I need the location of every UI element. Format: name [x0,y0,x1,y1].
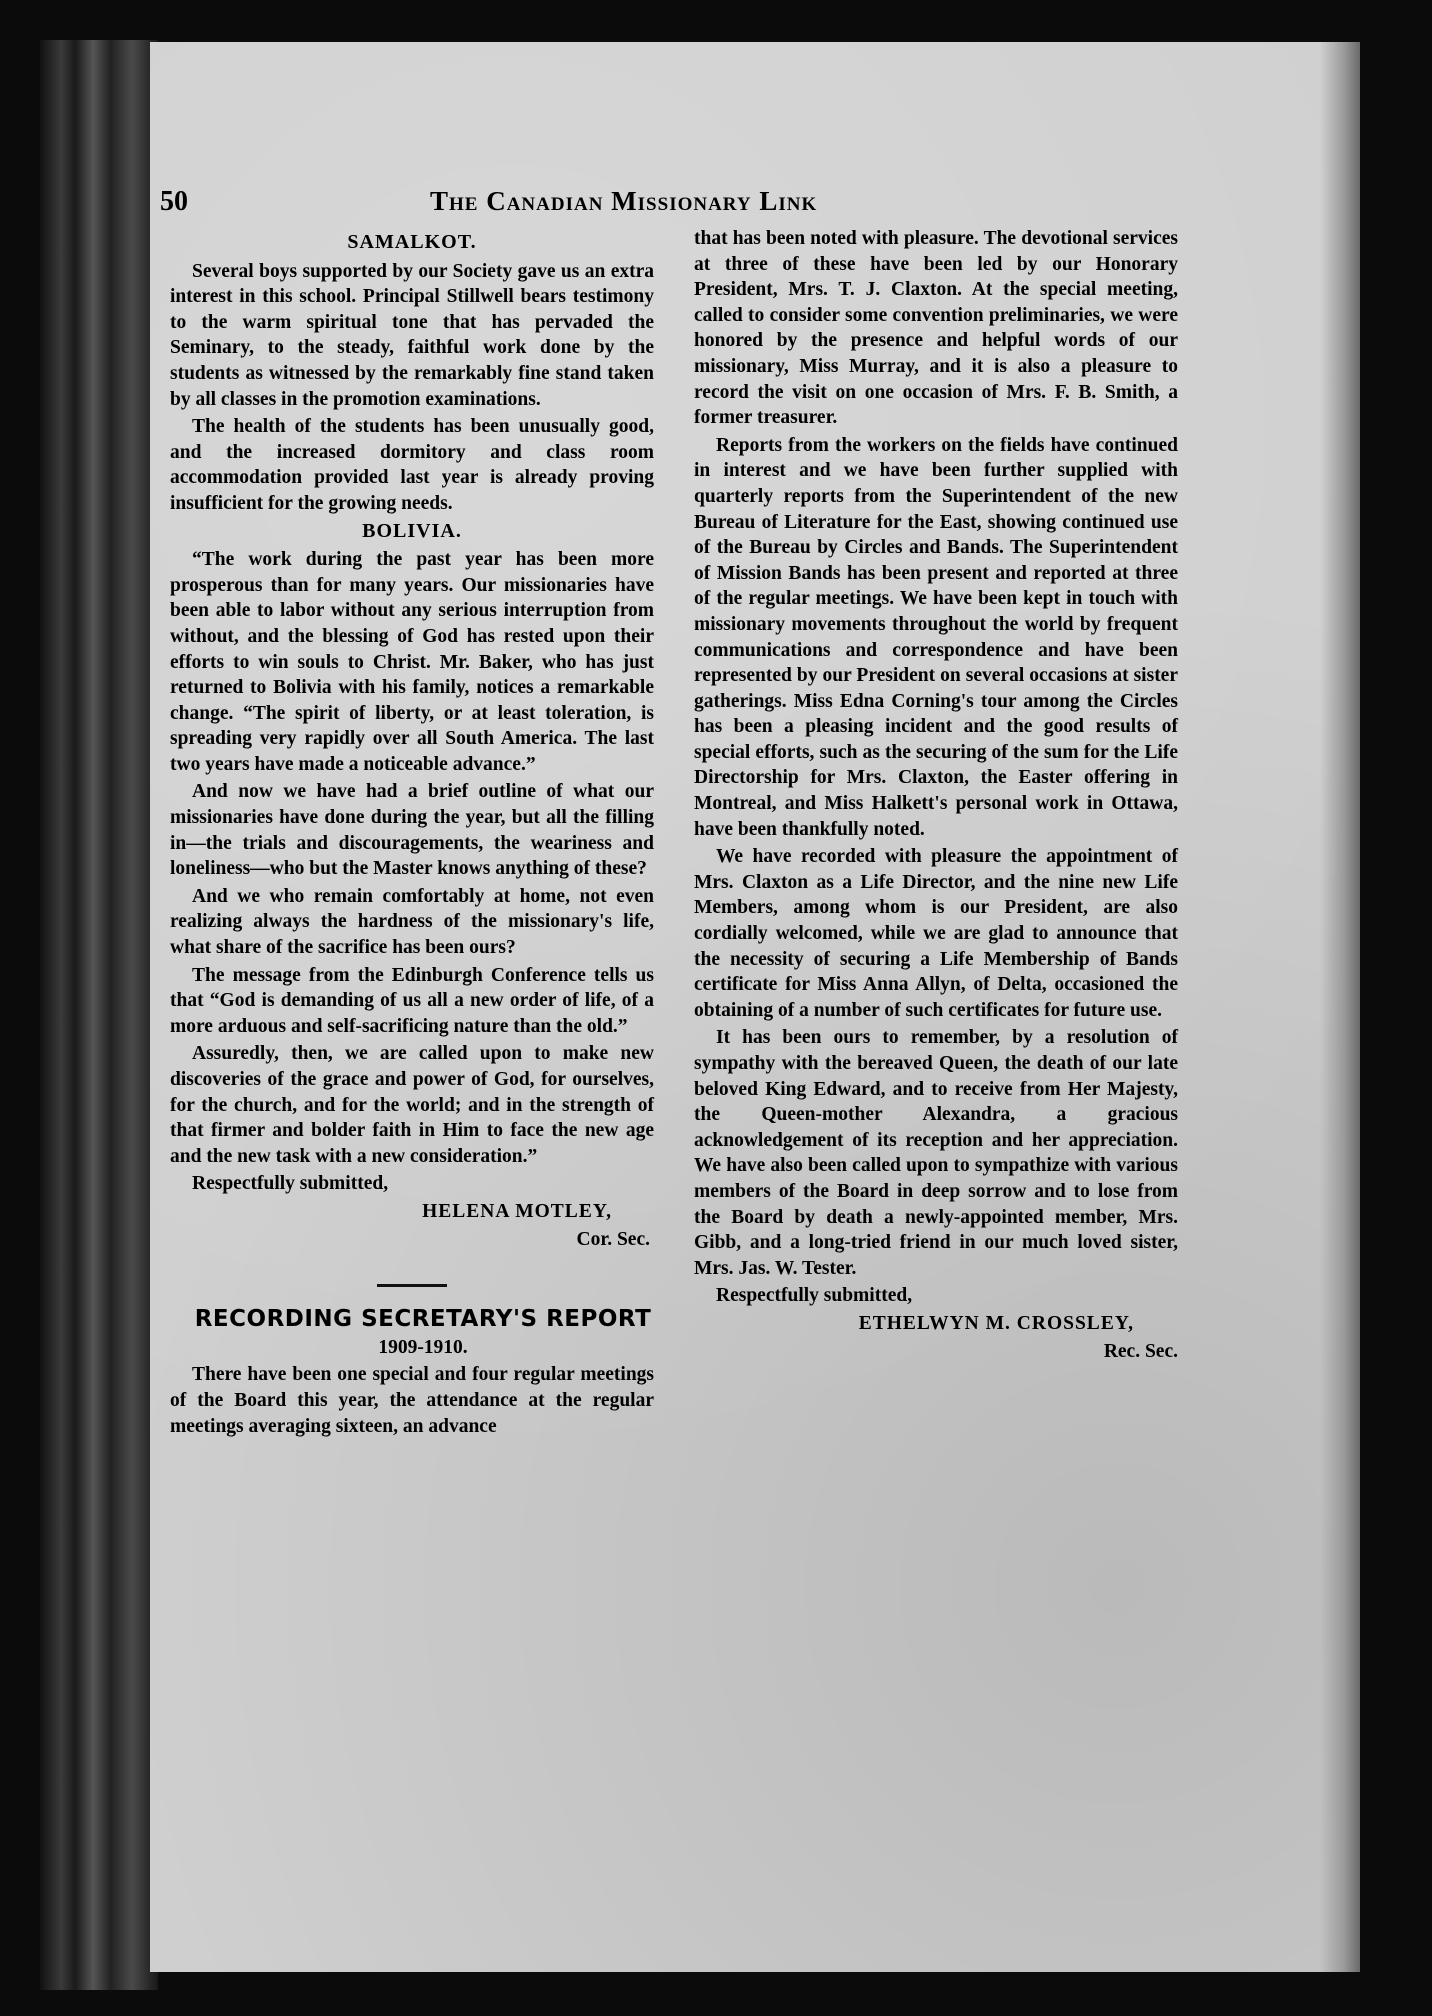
paragraph: The health of the students has been unusually good, and the increased dormitory and class room accommodation provided last year is already proving insufficient for the growing needs. [170,416,654,514]
paragraph: that has been noted with pleasure. The devotional services at three of these have been led by our Honorary President, Mrs. T. J. Claxton. At the special meeting, called to consider some convention preliminaries, we were honored by the presence and helpful words of our missionary, Miss Murray, and it is also a pleasure to record the visit on one occasion of Mrs. F. B. Smith, a former treasurer. [694,228,1178,429]
signature-name: HELENA MOTLEY, [422,1200,612,1222]
page-header [160,186,1060,226]
paragraph: Several boys supported by our Society gave us an extra interest in this school. Principal Stillwell bears testimony to the warm spiritual tone that has pervaded the Seminary, to the steady, faithful work done by the students as witnessed by the remarkably fine stand taken by all classes in the promotion examinations. [170,260,654,410]
book-binding [40,40,158,1990]
paragraph: “The work during the past year has been more prosperous than for many years. Our missionaries have been able to labor without any serious interruption from without, and the blessing of God has rested upon their efforts to win souls to Christ. Mr. Baker, who has just returned to Bolivia with his family, notices a remarkable change. “The spirit of liberty, or at least toleration, is spreading very rapidly over all South America. The last two years have made a noticeable advance.” [170,549,654,775]
report-year: 1909-1910. [378,1336,468,1358]
section-divider [377,1284,447,1287]
report-heading: RECORDING SECRETARY'S REPORT [194,1306,652,1333]
signature-title: Rec. Sec. [1103,1340,1178,1362]
running-title: The Canadian Missionary Link [430,186,818,216]
paragraph: And we who remain comfortably at home, not even realizing always the hardness of the missionary's life, what share of the sacrifice has been ours? [170,885,654,959]
signature-title: Cor. Sec. [576,1228,650,1250]
paragraph: We have recorded with pleasure the appointment of Mrs. Claxton as a Life Director, and the nine new Life Members, among whom is our President, are also cordially welcomed, while we are glad to announce that the necessity of securing a Life Membership of Bands certificate for Miss Anna Allyn, of Delta, occasioned the obtaining of a number of such certificates for future use. [694,846,1178,1021]
paragraph: Reports from the workers on the fields have continued in interest and we have been further supplied with quarterly reports from the Superintendent of the new Bureau of Literature for the East, showing continued use of the Bureau by Circles and Bands. The Superintendent of Mission Bands has been present and reported at three of the regular meetings. We have been kept in touch with missionary movements throughout the world by frequent communications and correspondence and have been represented by our President on several occasions at sister gatherings. Miss Edna Corning's tour among the Circles has been a pleasing incident and the good results of special efforts, such as the securing of the sum for the Life Directorship for Mrs. Claxton, the Easter offering in Montreal, and Miss Halkett's personal work in Ottawa, have been thankfully noted. [694,434,1178,840]
closing-line: Respectfully submitted, [716,1285,913,1307]
right-column [694,226,1178,1366]
left-column [170,228,654,1441]
section-heading-samalkot: SAMALKOT. [347,231,477,253]
section-heading-bolivia: BOLIVIA. [362,519,462,542]
signature-name: ETHELWYN M. CROSSLEY, [858,1312,1134,1334]
closing-line: Respectfully submitted, [192,1173,389,1195]
paragraph: It has been ours to remember, by a resolution of sympathy with the bereaved Queen, the death of our late beloved King Edward, and to receive from Her Majesty, the Queen-mother Alexandra, a gracious acknowledgement of its reception and her appreciation. We have also been called upon to sympathize with various members of the Board in deep sorrow and to lose from the Board by death a newly-appointed member, Mrs. Gibb, and a long-tried friend in our much loved sister, Mrs. Jas. W. Tester. [694,1027,1178,1279]
paragraph: And now we have had a brief outline of what our missionaries have done during the year, but all the filling in—the trials and discouragements, the weariness and loneliness—who but the Master knows anything of these? [170,781,654,880]
paragraph: Assuredly, then, we are called upon to make new discoveries of the grace and power of God, for ourselves, for the church, and for the world; and in the strength of that firmer and bolder faith in Him to face the new age and the new task with a new consideration.” [170,1043,654,1167]
page-number: 50 [160,186,188,217]
paragraph: There have been one special and four regular meetings of the Board this year, the attendance at the regular meetings averaging sixteen, an advance [170,1364,654,1437]
paragraph: The message from the Edinburgh Conference tells us that “God is demanding of us all a new order of life, of a more arduous and self-sacrificing nature than the old.” [170,964,654,1037]
page-edge-shadow [1320,42,1360,1972]
